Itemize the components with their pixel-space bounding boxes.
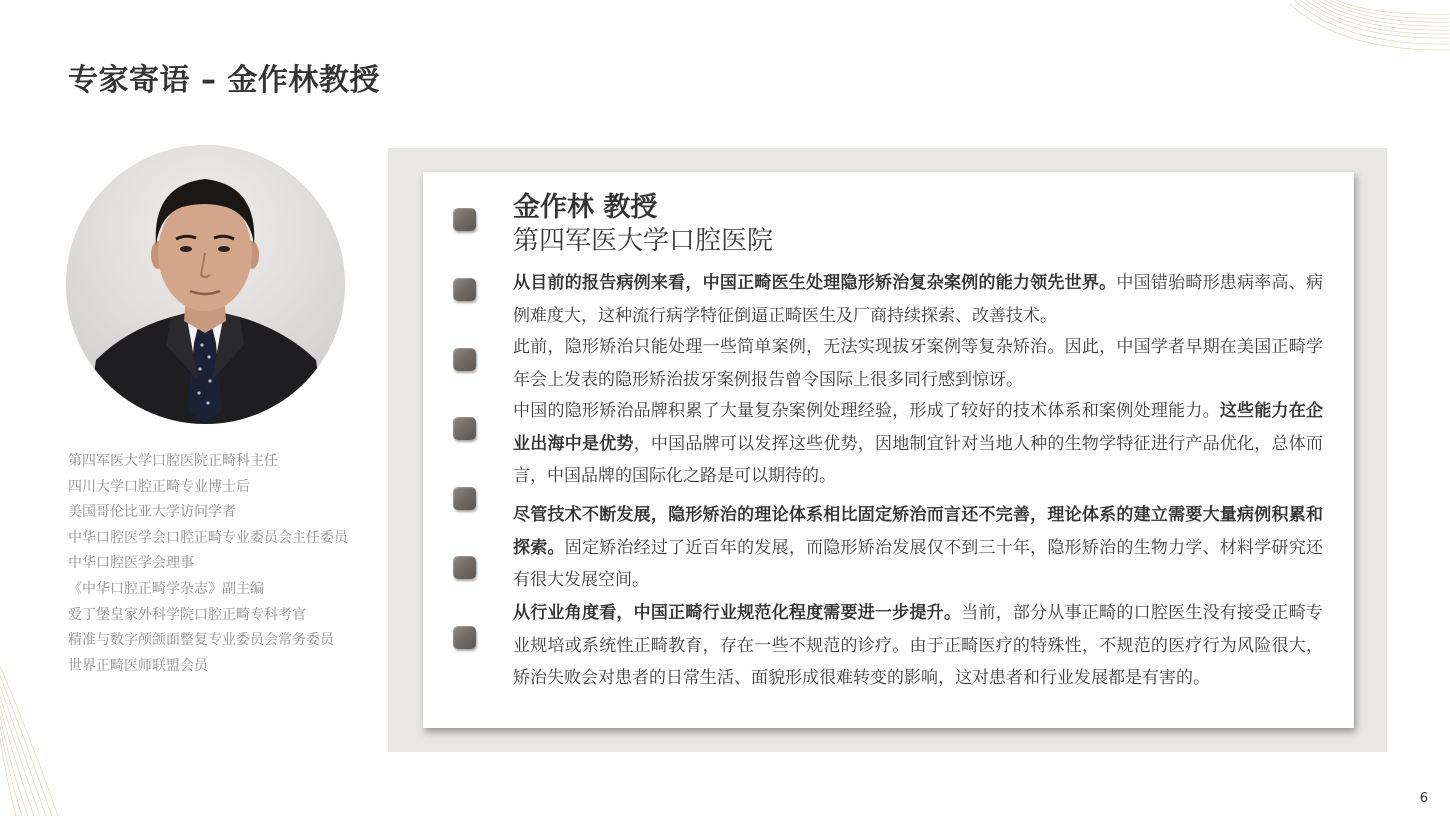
credential-item: 中华口腔医学会理事 (68, 555, 194, 572)
paragraph-text: 当前，部分从事正畸的口腔医生没有接受正畸专业规培或系统性正畸教育，存在一些不规范的诊疗。由于正畸医疗的特殊性，不规范的医疗行为风险很大，矫治失败会对患者的日常生活、面貌形成很难转变的影响，这对患者和行业发展都是有害的。 (513, 603, 1324, 688)
quote-paragraph-2 (513, 331, 1323, 396)
expert-portrait (66, 145, 345, 424)
bullet-icon (453, 348, 476, 371)
paragraph-text: 中国的隐形矫治品牌积累了大量复杂案例处理经验，形成了较好的技术体系和案例处理能力。 (513, 401, 1220, 421)
bullet-icon (453, 417, 476, 440)
paragraph-emphasis: 这些能力在企业出海中是优势 (513, 401, 1324, 454)
bullet-icon (453, 208, 476, 231)
quote-paragraph-3 (513, 395, 1323, 493)
gold-wave-decoration-top-right (1290, 0, 1450, 60)
credential-item: 美国哥伦比亚大学访问学者 (68, 504, 236, 521)
credential-item: 中华口腔医学会口腔正畸专业委员会主任委员 (68, 529, 348, 546)
paragraph-text: ，中国品牌可以发挥这些优势，因地制宜针对当地人种的生物学特征进行产品优化，总体而言，中国品牌的国际化之路是可以期待的。 (513, 433, 1324, 486)
credential-item: 精准与数字颅颌面整复专业委员会常务委员 (68, 632, 334, 649)
expert-institution: 第四军医大学口腔医院 (513, 226, 774, 256)
paragraph-text: 此前，隐形矫治只能处理一些简单案例，无法实现拔牙案例等复杂矫治。因此，中国学者早期在美国正畸学年会上发表的隐形矫治拔牙案例报告曾令国际上很多同行感到惊讶。 (513, 337, 1323, 390)
quote-paragraph-5 (513, 597, 1323, 695)
bullet-icon (453, 278, 476, 301)
slide-title: 专家寄语 – 金作林教授 (68, 63, 380, 98)
paragraph-text: 固定矫治经过了近百年的发展，而隐形矫治发展仅不到三十年，隐形矫治的生物力学、材料学研究还有很大发展空间。 (513, 537, 1323, 590)
paragraph-emphasis: 尽管技术不断发展，隐形矫治的理论体系相比固定矫治而言还不完善，理论体系的建立需要大量病例积累和探索。 (513, 505, 1323, 558)
credential-item: 四川大学口腔正畸专业博士后 (68, 478, 250, 495)
quote-paragraph-4 (513, 499, 1323, 597)
paragraph-text: 中国错骀畸形患病率高、病例难度大，这种流行病学特征倒逼正畸医生及厂商持续探索、改善技术。 (513, 273, 1324, 326)
bullet-icon (453, 556, 476, 579)
expert-credentials-list (68, 449, 348, 679)
credential-item: 《中华口腔正畸学杂志》副主编 (68, 580, 264, 597)
credential-item: 爱丁堡皇家外科学院口腔正畸专科考官 (68, 606, 306, 623)
bullet-icon (453, 626, 476, 649)
quote-paragraph-1 (513, 267, 1323, 332)
expert-name: 金作林 教授 (513, 192, 658, 223)
paragraph-emphasis: 从目前的报告病例来看，中国正畸医生处理隐形矫治复杂案例的能力领先世界。 (513, 273, 1117, 293)
credential-item: 世界正畸医师联盟会员 (68, 657, 208, 674)
gold-wave-decoration-bottom-left (0, 666, 60, 816)
paragraph-emphasis: 从行业角度看，中国正畸行业规范化程度需要进一步提升。 (513, 603, 962, 623)
bullet-icon (453, 487, 476, 510)
page-number: 6 (1419, 791, 1428, 806)
credential-item: 第四军医大学口腔医院正畸科主任 (68, 453, 278, 469)
